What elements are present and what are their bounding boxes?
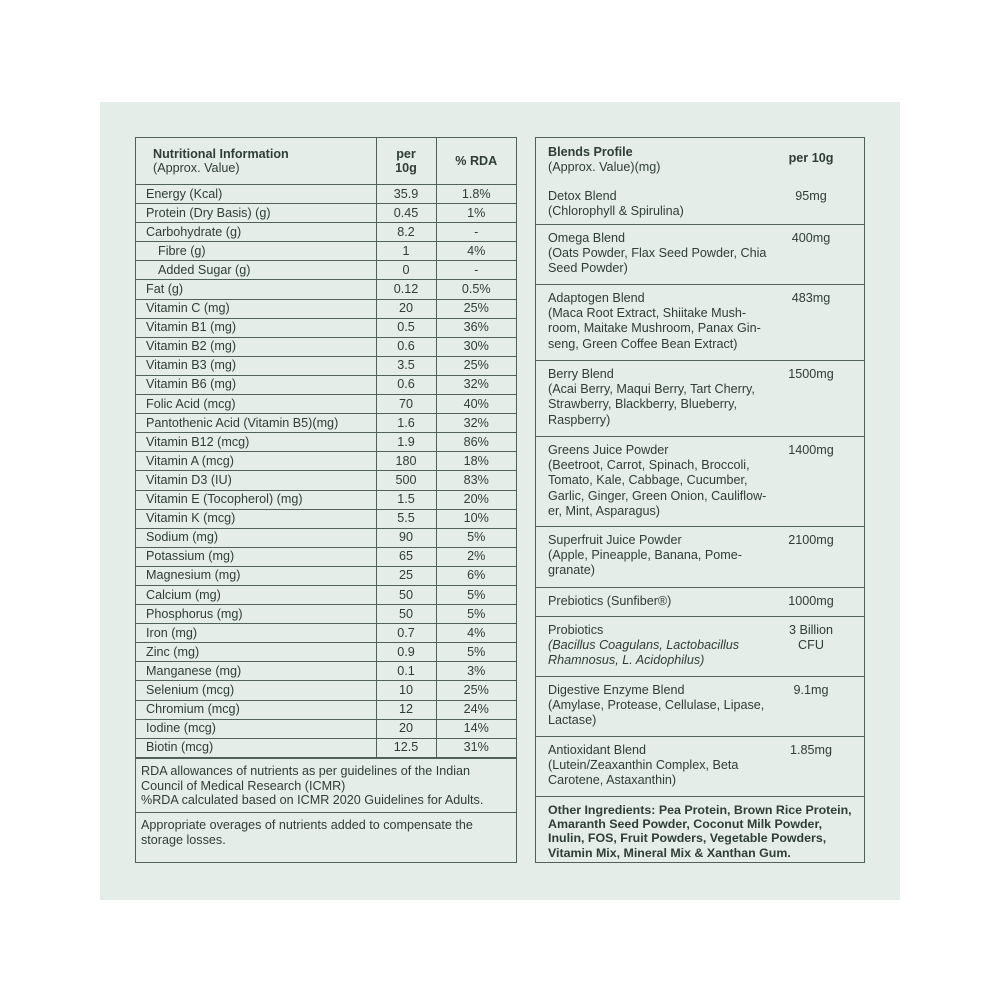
nutrient-per-10g: 0.45 [376,204,436,223]
nutrient-rda: 5% [436,585,516,604]
nutrient-rda: 25% [436,356,516,375]
nutrient-row [136,585,516,604]
nutrient-row [136,375,516,394]
nutrient-name: Pantothenic Acid (Vitamin B5)(mg) [136,414,376,433]
nutrition-header-row [136,138,516,185]
nutrient-rda: 20% [436,490,516,509]
nutrient-per-10g: 0.1 [376,662,436,681]
blend-name: Greens Juice Powder [548,443,669,457]
nutrient-per-10g: 70 [376,395,436,414]
nutrient-row [136,490,516,509]
nutrient-name: Vitamin B1 (mg) [136,318,376,337]
blends-header-row [536,138,864,183]
nutrient-rda: 10% [436,509,516,528]
nutrient-row [136,261,516,280]
nutrient-rda: 31% [436,738,516,757]
blend-name: Prebiotics (Sunfiber®) [548,594,672,608]
blends-profile-table [535,137,865,863]
nutrient-name: Phosphorus (mg) [136,605,376,624]
nutrient-per-10g: 65 [376,547,436,566]
nutrition-table [135,137,517,863]
nutrient-per-10g: 90 [376,528,436,547]
nutrient-row [136,700,516,719]
blend-amount: 1.85mg [789,743,832,757]
nutrient-name: Chromium (mcg) [136,700,376,719]
nutrient-per-10g: 0.6 [376,375,436,394]
nutrient-row [136,643,516,662]
nutrient-name: Potassium (mg) [136,547,376,566]
nutrient-per-10g: 3.5 [376,356,436,375]
nutrient-name: Fat (g) [136,280,376,299]
blend-name: Omega Blend [548,231,626,245]
other-ingredients: Other Ingredients: Pea Protein, Brown Rice Protein, Amaranth Seed Powder, Coconut Milk Powder, Inulin, FOS, Fruit Powders, Vegetable Powders, Vitamin Mix, Mineral Mix & Xanthan Gum. [536,796,864,860]
nutrient-name: Fibre (g) [136,242,376,261]
nutrient-rda: 30% [436,337,516,356]
nutrient-name: Sodium (mg) [136,528,376,547]
nutrient-rda: 1.8% [436,185,516,204]
blend-row [536,183,864,224]
rda-note-guidelines: %RDA calculated based on ICMR 2020 Guidelines for Adults. [141,793,484,808]
nutrient-per-10g: 5.5 [376,509,436,528]
nutrient-per-10g: 20 [376,299,436,318]
nutrient-name: Carbohydrate (g) [136,223,376,242]
nutrient-name: Folic Acid (mcg) [136,395,376,414]
nutrient-row [136,509,516,528]
nutrient-row [136,242,516,261]
nutrient-per-10g: 180 [376,452,436,471]
blend-ingredients: (Lutein/Zeaxanthin Complex, Beta Carotene, Astaxanthin) [548,758,739,788]
nutrient-row [136,337,516,356]
blend-ingredients: (Maca Root Extract, Shiitake Mush-room, Maitake Mushroom, Panax Gin-seng, Green Coffee Bean Extract) [548,306,761,351]
nutrient-name: Manganese (mg) [136,662,376,681]
nutrient-rda: 18% [436,452,516,471]
per-10g-header [376,138,436,185]
nutrition-header-cell [136,138,376,185]
nutrient-name: Vitamin E (Tocopherol) (mg) [136,490,376,509]
nutrient-rda: 4% [436,242,516,261]
blend-amount: 2100mg [788,533,834,547]
nutrient-row [136,356,516,375]
nutrient-rda: 14% [436,719,516,738]
nutrient-rda: 0.5% [436,280,516,299]
blend-amount: 483mg [791,291,831,305]
nutrient-row [136,547,516,566]
nutrient-row [136,299,516,318]
blend-name: Digestive Enzyme Blend [548,683,685,697]
blend-row [536,284,864,360]
nutrient-rda: 40% [436,395,516,414]
nutrient-name: Vitamin C (mg) [136,299,376,318]
rda-notes [136,758,516,812]
nutrient-name: Iron (mg) [136,624,376,643]
blends-title: Blends Profile [548,145,633,159]
blend-ingredients: (Chlorophyll & Spirulina) [548,204,684,219]
nutrient-name: Selenium (mcg) [136,681,376,700]
blend-name: Probiotics [548,623,604,637]
nutrient-name: Protein (Dry Basis) (g) [136,204,376,223]
blend-amount: 400mg [791,231,831,245]
blend-row [536,616,864,676]
nutrient-per-10g: 20 [376,719,436,738]
nutrient-per-10g: 0.12 [376,280,436,299]
blend-row [536,224,864,284]
nutrient-rda: 32% [436,414,516,433]
rda-note-icmr: RDA allowances of nutrients as per guidelines of the Indian Council of Medical Research (ICMR) [141,763,471,793]
nutrient-per-10g: 10 [376,681,436,700]
nutrient-row [136,204,516,223]
per-header-line1: per [396,147,416,161]
blend-name: Detox Blend [548,189,617,203]
nutrient-rda: 36% [436,318,516,337]
nutrient-name: Added Sugar (g) [136,261,376,280]
nutrient-row [136,471,516,490]
nutrient-rda: 6% [436,566,516,585]
blend-row [536,736,864,796]
nutrient-name: Vitamin B6 (mg) [136,375,376,394]
nutrient-row [136,662,516,681]
nutrient-row [136,223,516,242]
nutrient-row [136,185,516,204]
blend-row [536,360,864,436]
blend-amount: 1500mg [788,367,834,381]
nutrient-rda: 5% [436,643,516,662]
nutrient-rda: 24% [436,700,516,719]
nutrition-subtitle: (Approx. Value) [153,161,240,175]
nutrient-name: Vitamin B2 (mg) [136,337,376,356]
blend-amount [776,623,846,653]
nutrient-name: Vitamin B3 (mg) [136,356,376,375]
blend-amount: 1400mg [788,443,834,457]
nutrient-rda: 5% [436,528,516,547]
nutrient-per-10g: 0.7 [376,624,436,643]
nutrient-rda: - [436,223,516,242]
nutrition-title: Nutritional Information [153,147,289,161]
nutrient-rda: 5% [436,605,516,624]
blend-ingredients: (Beetroot, Carrot, Spinach, Broccoli, Tomato, Kale, Cabbage, Cucumber, Garlic, Ginger, Green Onion, Cauliflow-er, Mint, Asparagus) [548,458,767,518]
blend-ingredients: (Bacillus Coagulans, Lactobacillus Rhamnosus, L. Acidophilus) [548,638,740,668]
nutrient-per-10g: 0 [376,261,436,280]
nutrient-name: Iodine (mcg) [136,719,376,738]
nutrient-rda: - [436,261,516,280]
blends-subtitle: (Approx. Value)(mg) [548,160,661,175]
overages-note: Appropriate overages of nutrients added to compensate the storage losses. [136,812,516,853]
nutrient-row [136,719,516,738]
nutrient-name: Magnesium (mg) [136,566,376,585]
nutrient-rda: 83% [436,471,516,490]
blend-ingredients: (Apple, Pineapple, Banana, Pome-granate) [548,548,742,578]
nutrient-per-10g: 50 [376,585,436,604]
nutrient-row [136,395,516,414]
blend-row [536,587,864,616]
blend-ingredients: (Amylase, Protease, Cellulase, Lipase, Lactase) [548,698,765,728]
nutrient-rda: 32% [436,375,516,394]
blend-row [536,436,864,526]
nutrient-name: Calcium (mg) [136,585,376,604]
nutrient-row [136,681,516,700]
blend-name: Superfruit Juice Powder [548,533,682,547]
blend-row [536,676,864,736]
nutrient-row [136,624,516,643]
nutrient-per-10g: 500 [376,471,436,490]
blend-amount-line1: 3 Billion [788,623,834,637]
blends-per-header: per 10g [788,151,834,165]
nutrient-row [136,433,516,452]
blend-ingredients: (Oats Powder, Flax Seed Powder, Chia Seed Powder) [548,246,767,276]
nutrient-per-10g: 50 [376,605,436,624]
nutrient-name: Vitamin A (mcg) [136,452,376,471]
nutrient-row [136,528,516,547]
nutrient-name: Vitamin D3 (IU) [136,471,376,490]
nutrient-per-10g: 25 [376,566,436,585]
nutrient-rda: 1% [436,204,516,223]
nutrient-row [136,318,516,337]
per-header-line2: 10g [395,161,417,175]
nutrient-row [136,605,516,624]
nutrient-name: Biotin (mcg) [136,738,376,757]
nutrient-rda: 3% [436,662,516,681]
blend-amount: 9.1mg [793,683,829,697]
blend-name: Adaptogen Blend [548,291,645,305]
nutrient-per-10g: 12.5 [376,738,436,757]
blend-amount-line2: CFU [798,638,824,653]
nutrient-name: Zinc (mg) [136,643,376,662]
nutrient-name: Energy (Kcal) [136,185,376,204]
nutrient-row [136,280,516,299]
nutrient-rda: 86% [436,433,516,452]
nutrient-rda: 25% [436,681,516,700]
nutrient-per-10g: 1.9 [376,433,436,452]
nutrient-name: Vitamin B12 (mcg) [136,433,376,452]
nutrient-row [136,738,516,757]
nutrient-per-10g: 0.5 [376,318,436,337]
blend-name: Berry Blend [548,367,614,381]
nutrient-name: Vitamin K (mcg) [136,509,376,528]
blend-name: Antioxidant Blend [548,743,647,757]
nutrient-per-10g: 1.5 [376,490,436,509]
nutrient-rda: 2% [436,547,516,566]
rda-header: % RDA [436,138,516,185]
nutrient-per-10g: 0.9 [376,643,436,662]
nutrient-per-10g: 1.6 [376,414,436,433]
blend-amount: 95mg [795,189,827,203]
nutrient-per-10g: 1 [376,242,436,261]
nutrient-per-10g: 8.2 [376,223,436,242]
nutrient-row [136,452,516,471]
blend-row [536,526,864,587]
blend-amount: 1000mg [788,594,834,608]
nutrient-row [136,414,516,433]
nutrient-row [136,566,516,585]
nutrient-rda: 25% [436,299,516,318]
nutrient-per-10g: 35.9 [376,185,436,204]
nutrient-per-10g: 0.6 [376,337,436,356]
nutrient-rda: 4% [436,624,516,643]
blend-ingredients: (Acai Berry, Maqui Berry, Tart Cherry, Strawberry, Blackberry, Blueberry, Raspberry) [548,382,755,427]
nutrient-per-10g: 12 [376,700,436,719]
